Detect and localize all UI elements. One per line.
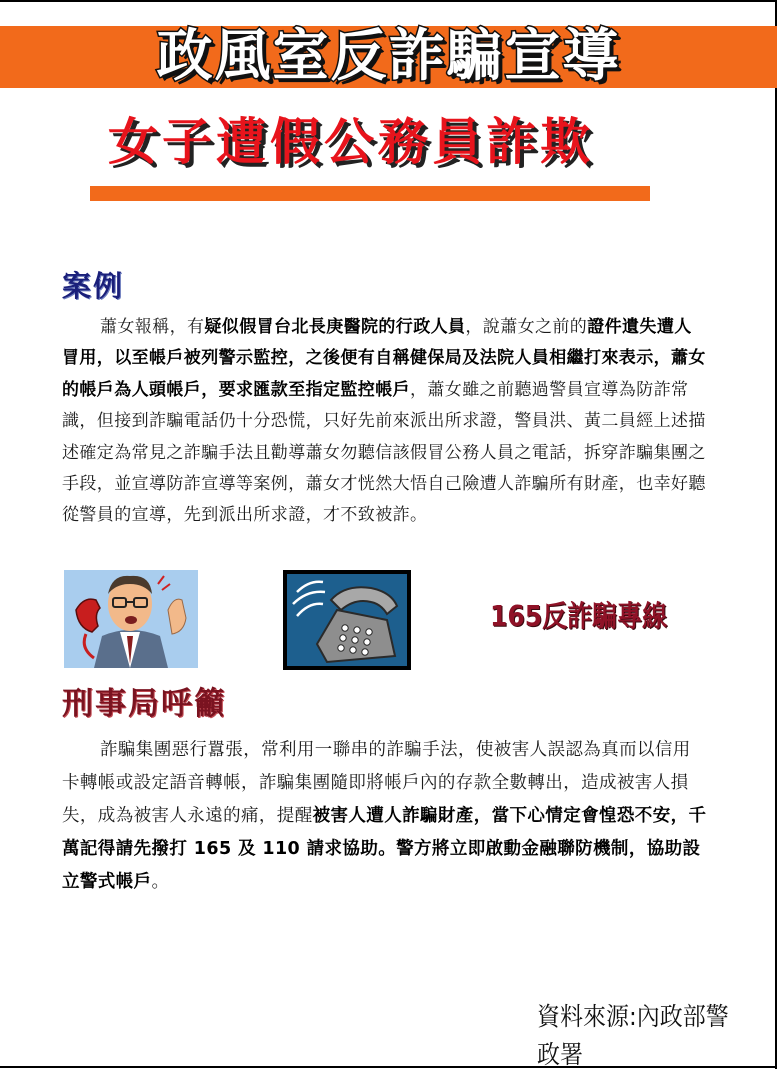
appeal-segment: 詐騙集團惡行囂張，常利用一聯串的詐騙手法，使被害人誤認為真而以信用卡轉帳或設定語音轉帳，詐騙集團隨即將帳戶內的存款全數轉出，造成被害人損失，成為被害人永遠的痛，提醒 — [62, 740, 691, 826]
case-segment: ，說蕭女之前的 — [465, 317, 588, 337]
appeal-segment-bold: 被害人遭人詐騙財產，當下心情定會惶恐不安，千萬記得請先撥打 165 及 110 請求協助。警方將立即啟動金融聯防機制，協助設立警式帳戶 — [62, 806, 707, 892]
banner-title: 政風室反詐騙宣導 — [156, 24, 621, 89]
telephone-icon — [283, 570, 411, 670]
appeal-segment: 。 — [151, 872, 170, 892]
case-heading: 案例 — [62, 269, 125, 303]
source-credit: 資料來源:內政部警政署 — [537, 1002, 729, 1069]
appeal-heading: 刑事局呼籲 — [62, 686, 227, 722]
worried-man-on-phone-icon — [64, 570, 198, 668]
page-subtitle: 女子遭假公務員詐欺 — [108, 113, 594, 171]
case-segment-bold: 證件遺失遭人冒用，以至帳戶被列警示監控，之後便有自稱健保局及法院人員相繼打來表示，蕭女的帳戶為人頭帳戶，要求匯款至指定監控帳戶 — [62, 317, 706, 400]
divider-bar — [90, 186, 650, 201]
case-paragraph — [62, 312, 708, 532]
hotline-label: 165反詐騙專線 — [490, 599, 668, 633]
case-segment-bold: 疑似假冒台北長庚醫院的行政人員 — [204, 317, 466, 337]
appeal-paragraph — [62, 734, 708, 899]
case-segment: 蕭女報稱，有 — [100, 317, 205, 337]
page-border-top — [0, 0, 777, 2]
case-segment: ，蕭女雖之前聽過警員宣導為防詐常識，但接到詐騙電話仍十分恐慌，只好先前來派出所求證，警員洪、黃二員經上述描述確定為常見之詐騙手法且勸導蕭女勿聽信該假冒公務人員之電話，拆穿詐騙集團之手段，並宣導防詐宣導等案例，蕭女才恍然大悟自己險遭人詐騙所有財產，也幸好聽從警員的宣導，先到派出所求證，才不致被詐。 — [62, 379, 706, 526]
